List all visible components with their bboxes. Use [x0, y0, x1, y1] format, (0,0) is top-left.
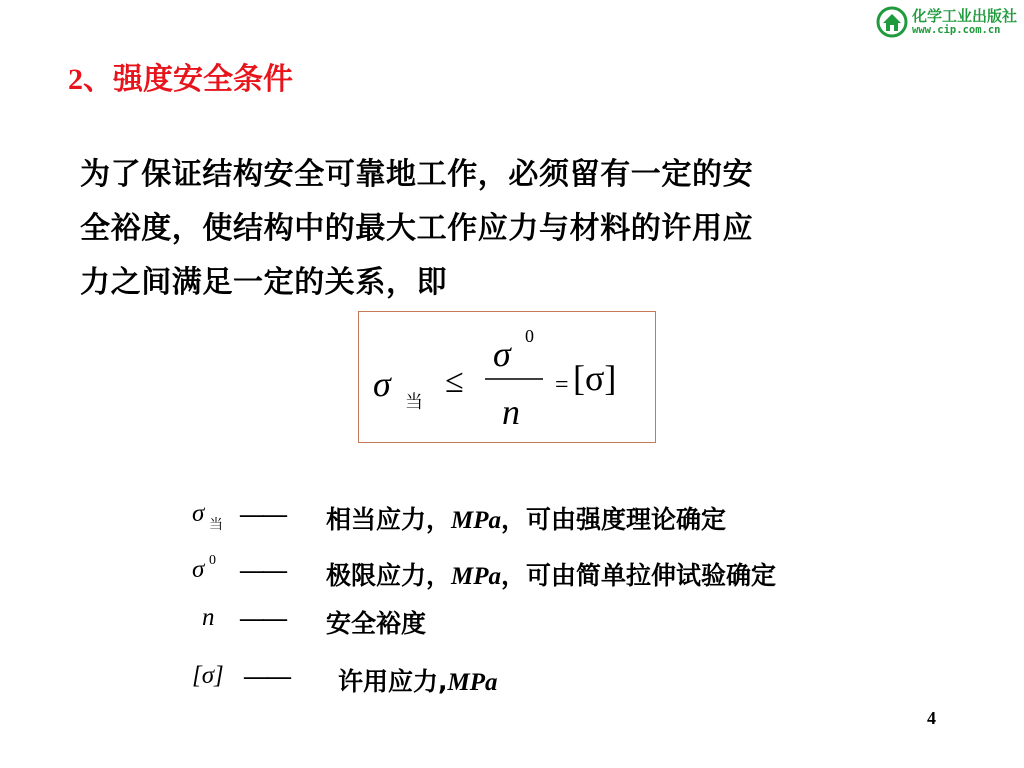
body-paragraph: [80, 148, 968, 310]
formula-denominator: n: [502, 392, 520, 432]
publisher-name: 化学工业出版社: [912, 7, 1018, 25]
formula-box: [358, 311, 656, 443]
legend-dash: ——: [244, 664, 290, 690]
paragraph-line: 为了保证结构安全可靠地工作，必须留有一定的安: [80, 157, 754, 192]
legend-symbol: n: [202, 604, 215, 631]
page-number: 4: [927, 708, 936, 728]
legend-description: 极限应力，MPa，可由简单拉伸试验确定: [326, 561, 777, 590]
formula-equals: =: [555, 372, 569, 398]
formula-relation: ≤: [445, 363, 464, 400]
formula-numerator: σ: [493, 334, 511, 374]
section-title: 、强度安全条件: [83, 62, 293, 97]
paragraph-line: 力之间满足一定的关系，即: [80, 265, 448, 300]
legend-symbol: σ: [192, 500, 205, 527]
paragraph-line: 全裕度，使结构中的最大工作应力与材料的许用应: [80, 211, 754, 246]
publisher-url: www.cip.com.cn: [912, 24, 1001, 36]
legend-symbol: σ: [192, 556, 205, 583]
legend-symbol: [σ]: [192, 662, 224, 689]
legend-dash: ——: [240, 558, 286, 584]
formula-lhs-symbol: σ: [373, 364, 391, 404]
formula-rhs: [σ]: [573, 358, 617, 398]
formula-lhs-subscript: 当: [405, 392, 423, 413]
section-heading: [68, 54, 293, 98]
legend-subscript: 当: [209, 517, 223, 533]
legend-dash: ——: [240, 502, 286, 528]
legend-description: 相当应力，MPa，可由强度理论确定: [326, 505, 727, 534]
legend-description: 许用应力,MPa: [338, 667, 498, 696]
legend-description: 安全裕度: [326, 609, 427, 638]
legend-superscript: 0: [209, 553, 216, 568]
legend-unit: MPa: [447, 669, 498, 696]
legend-unit: MPa: [451, 563, 502, 590]
legend-unit: MPa: [451, 507, 502, 534]
section-number: 2: [68, 63, 83, 96]
strength-condition-formula: [359, 312, 657, 444]
publisher-logo: [876, 2, 1022, 42]
cip-house-icon: [876, 6, 908, 38]
legend-dash: ——: [240, 606, 286, 632]
formula-numerator-superscript: 0: [525, 326, 534, 346]
